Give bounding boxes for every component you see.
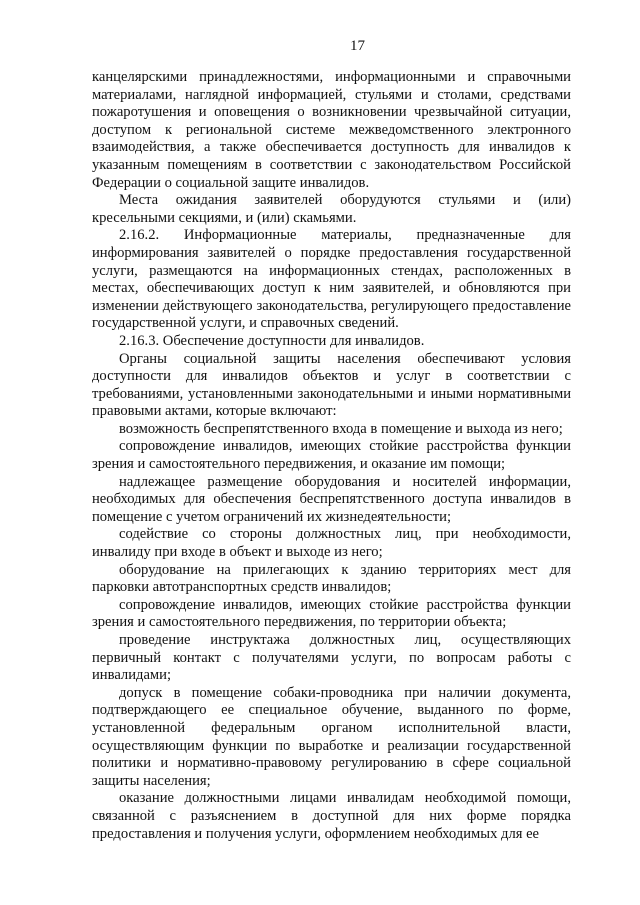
list-item: сопровождение инвалидов, имеющих стойкие расстройства функции зрения и самостоятельного передвижения, по территории объекта; bbox=[92, 596, 571, 631]
list-item: оборудование на прилегающих к зданию территориях мест для парковки автотранспортных средств инвалидов; bbox=[92, 561, 571, 596]
list-item: возможность беспрепятственного входа в помещение и выхода из него; bbox=[119, 420, 563, 437]
paragraph-2-16-2: 2.16.2. Информационные материалы, предназначенные для информирования заявителей о порядке предоставления государственной услуги, размещаются на информационных стендах, расположенных в местах, обеспечивающих доступ к ним заявителей, и обновляются при изменении действующего законодательства, регулирующего предоставление государственной услуги, и справочных сведений. bbox=[92, 227, 571, 332]
list-item: сопровождение инвалидов, имеющих стойкие расстройства функции зрения и самостоятельного передвижения, и оказание им помощи; bbox=[92, 438, 571, 473]
paragraph-continuation: канцелярскими принадлежностями, информационными и справочными материалами, наглядной информацией, стульями и столами, средствами пожаротушения и оповещения о возникновении чрезвычайной ситуации, доступом к региональной системе межведомственного электронного взаимодействия, а также обеспечивается доступность для инвалидов к указанным помещениям в соответствии с законодательством Российской Федерации о социальной защите инвалидов. bbox=[92, 69, 571, 191]
paragraph-2-16-3-heading: 2.16.3. Обеспечение доступности для инвалидов. bbox=[119, 332, 425, 349]
list-item: надлежащее размещение оборудования и носителей информации, необходимых для обеспечения беспрепятственного доступа инвалидов в помещение с учетом ограничений их жизнедеятельности; bbox=[92, 473, 571, 525]
paragraph-accessibility-intro: Органы социальной защиты населения обеспечивают условия доступности для инвалидов объектов и услуг в соответствии с требованиями, установленными законодательными и иными нормативными правовыми актами, которые включают: bbox=[92, 350, 571, 420]
list-item: оказание должностными лицами инвалидам необходимой помощи, связанной с разъяснением в доступной для них форме порядка предоставления и получения услуги, оформлением необходимых для ее bbox=[92, 790, 571, 842]
list-item: проведение инструктажа должностных лиц, осуществляющих первичный контакт с получателями услуги, по вопросам работы с инвалидами; bbox=[92, 632, 571, 684]
list-item: содействие со стороны должностных лиц, при необходимости, инвалиду при входе в объект и выходе из него; bbox=[92, 526, 571, 561]
page-number: 17 bbox=[350, 38, 365, 54]
document-body bbox=[92, 69, 571, 843]
paragraph-waiting-places: Места ожидания заявителей оборудуются стульями и (или) кресельными секциями, и (или) скамьями. bbox=[92, 192, 571, 226]
list-item: допуск в помещение собаки-проводника при наличии документа, подтверждающего ее специальное обучение, выданного по форме, установленной федеральным органом исполнительной власти, осуществляющим функции по выработке и реализации государственной политики и нормативно-правовому регулированию в сфере социальной защиты населения; bbox=[92, 684, 571, 789]
